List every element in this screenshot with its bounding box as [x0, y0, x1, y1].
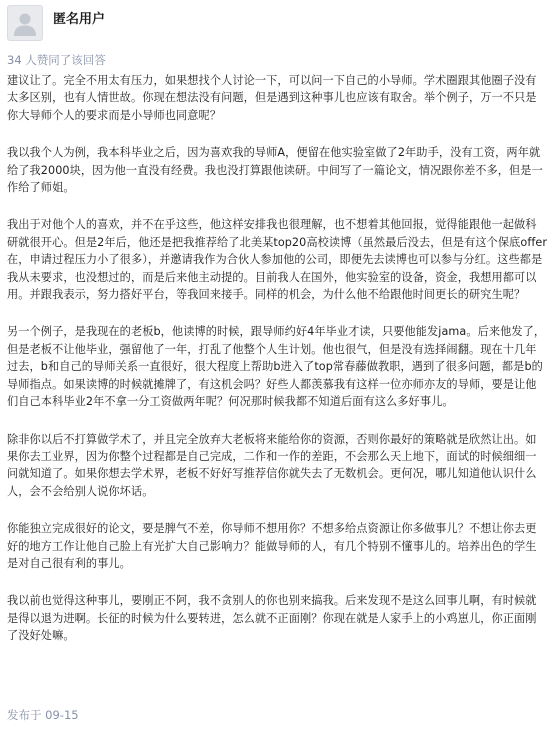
voters-count[interactable]: 34 人赞同了该回答: [7, 53, 106, 67]
user-silhouette-icon: [11, 9, 39, 37]
publish-time[interactable]: 发布于 09-15: [7, 708, 79, 722]
author-row: [7, 4, 547, 42]
answer-paragraph: 另一个例子，是我现在的老板b，他读博的时候，跟导师约好4年毕业才读，只要他能发jama。后来他发了，但是老板不让他毕业，强留他了一年，打乱了他整个人生计划。他也很气，但是没有选择闹翻。现在十几年过去，b和自己的导师关系一直很好，很大程度上帮助b进入了top常春藤做教职，遇到了很多问题，都是b的导师指点。如果读博的时候就摊牌了，有这机会吗？好些人都羡慕我有这样一位亦师亦友的导师，要是让他们自己本科毕业2年不拿一分工资做两年呢？何况那时候我都不知道后面有这么多好事儿。: [7, 325, 546, 409]
answer-paragraph: 我以我个人为例，我本科毕业之后，因为喜欢我的导师A，便留在他实验室做了2年助手，没有工资，两年就给了我2000块，因为他一直没有经费。我也没打算跟他读研。中间写了一篇论文，情况跟你差不多，但是一作给了师姐。: [7, 146, 543, 195]
answer-content: [7, 72, 547, 645]
anonymous-avatar-icon[interactable]: [7, 5, 43, 41]
answer-paragraph: 我出于对他个人的喜欢，并不在乎这些，他这样安排我也很理解，也不想着其他回报，觉得能跟他一起做科研就很开心。但是2年后，他还是把我推荐给了北美某top20高校读博（虽然最后没去，但是有这个保底offer在，申请过程压力小了很多），并邀请我作为合伙人参加他的公司，即便先去读博也可以参与分红。这些都是我从未要求，也没想过的，而是后来他主动提的。目前我人在国外，他实验室的设备，资金，我想用都可以用。并跟我表示，努力搭好平台，等我回来接手。同样的机会，为什么他不给跟他时间更长的研究生呢？: [7, 218, 548, 302]
answer-paragraph: 我以前也觉得这种事儿，要刚正不阿，我不贪别人的你也别来搞我。后来发现不是这么回事儿啊，有时候就是得以退为进啊。长征的时候为什么要转进，怎么就不正面刚？你现在就是人家手上的小鸡崽儿，你正面刚了没好处嘛。: [7, 594, 537, 643]
answer-paragraph: 你能独立完成很好的论文，要是脾气不差，你导师不想用你？不想多给点资源让你多做事儿？不想让你去更好的地方工作让他自己脸上有光扩大自己影响力？能做导师的人，有几个特别不懂事儿的。培养出色的学生是对自己很有利的事儿。: [7, 522, 537, 570]
answer-paragraph: 建议让了。完全不用太有压力，如果想找个人讨论一下，可以问一下自己的小导师。学术圈跟其他圈子没有太多区别，也有人情世故。你现在想法没有问题，但是遇到这种事儿也应该有取舍。举个例子，万一不只是你大导师个人的要求而是小导师也同意呢？: [7, 74, 537, 122]
answer-paragraph: 除非你以后不打算做学术了，并且完全放弃大老板将来能给你的资源，否则你最好的策略就是欣然让出。如果你去工业界，因为你整个过程都是自己完成，二作和一作的差距，不会那么天上地下，面试的时候细细一问就知道了。如果你想去学术界，老板不好好写推荐信你就失去了无数机会。更何况，哪儿知道他认识什么人，会不会给别人说你坏话。: [7, 432, 537, 498]
author-name[interactable]: 匿名用户: [53, 11, 106, 27]
